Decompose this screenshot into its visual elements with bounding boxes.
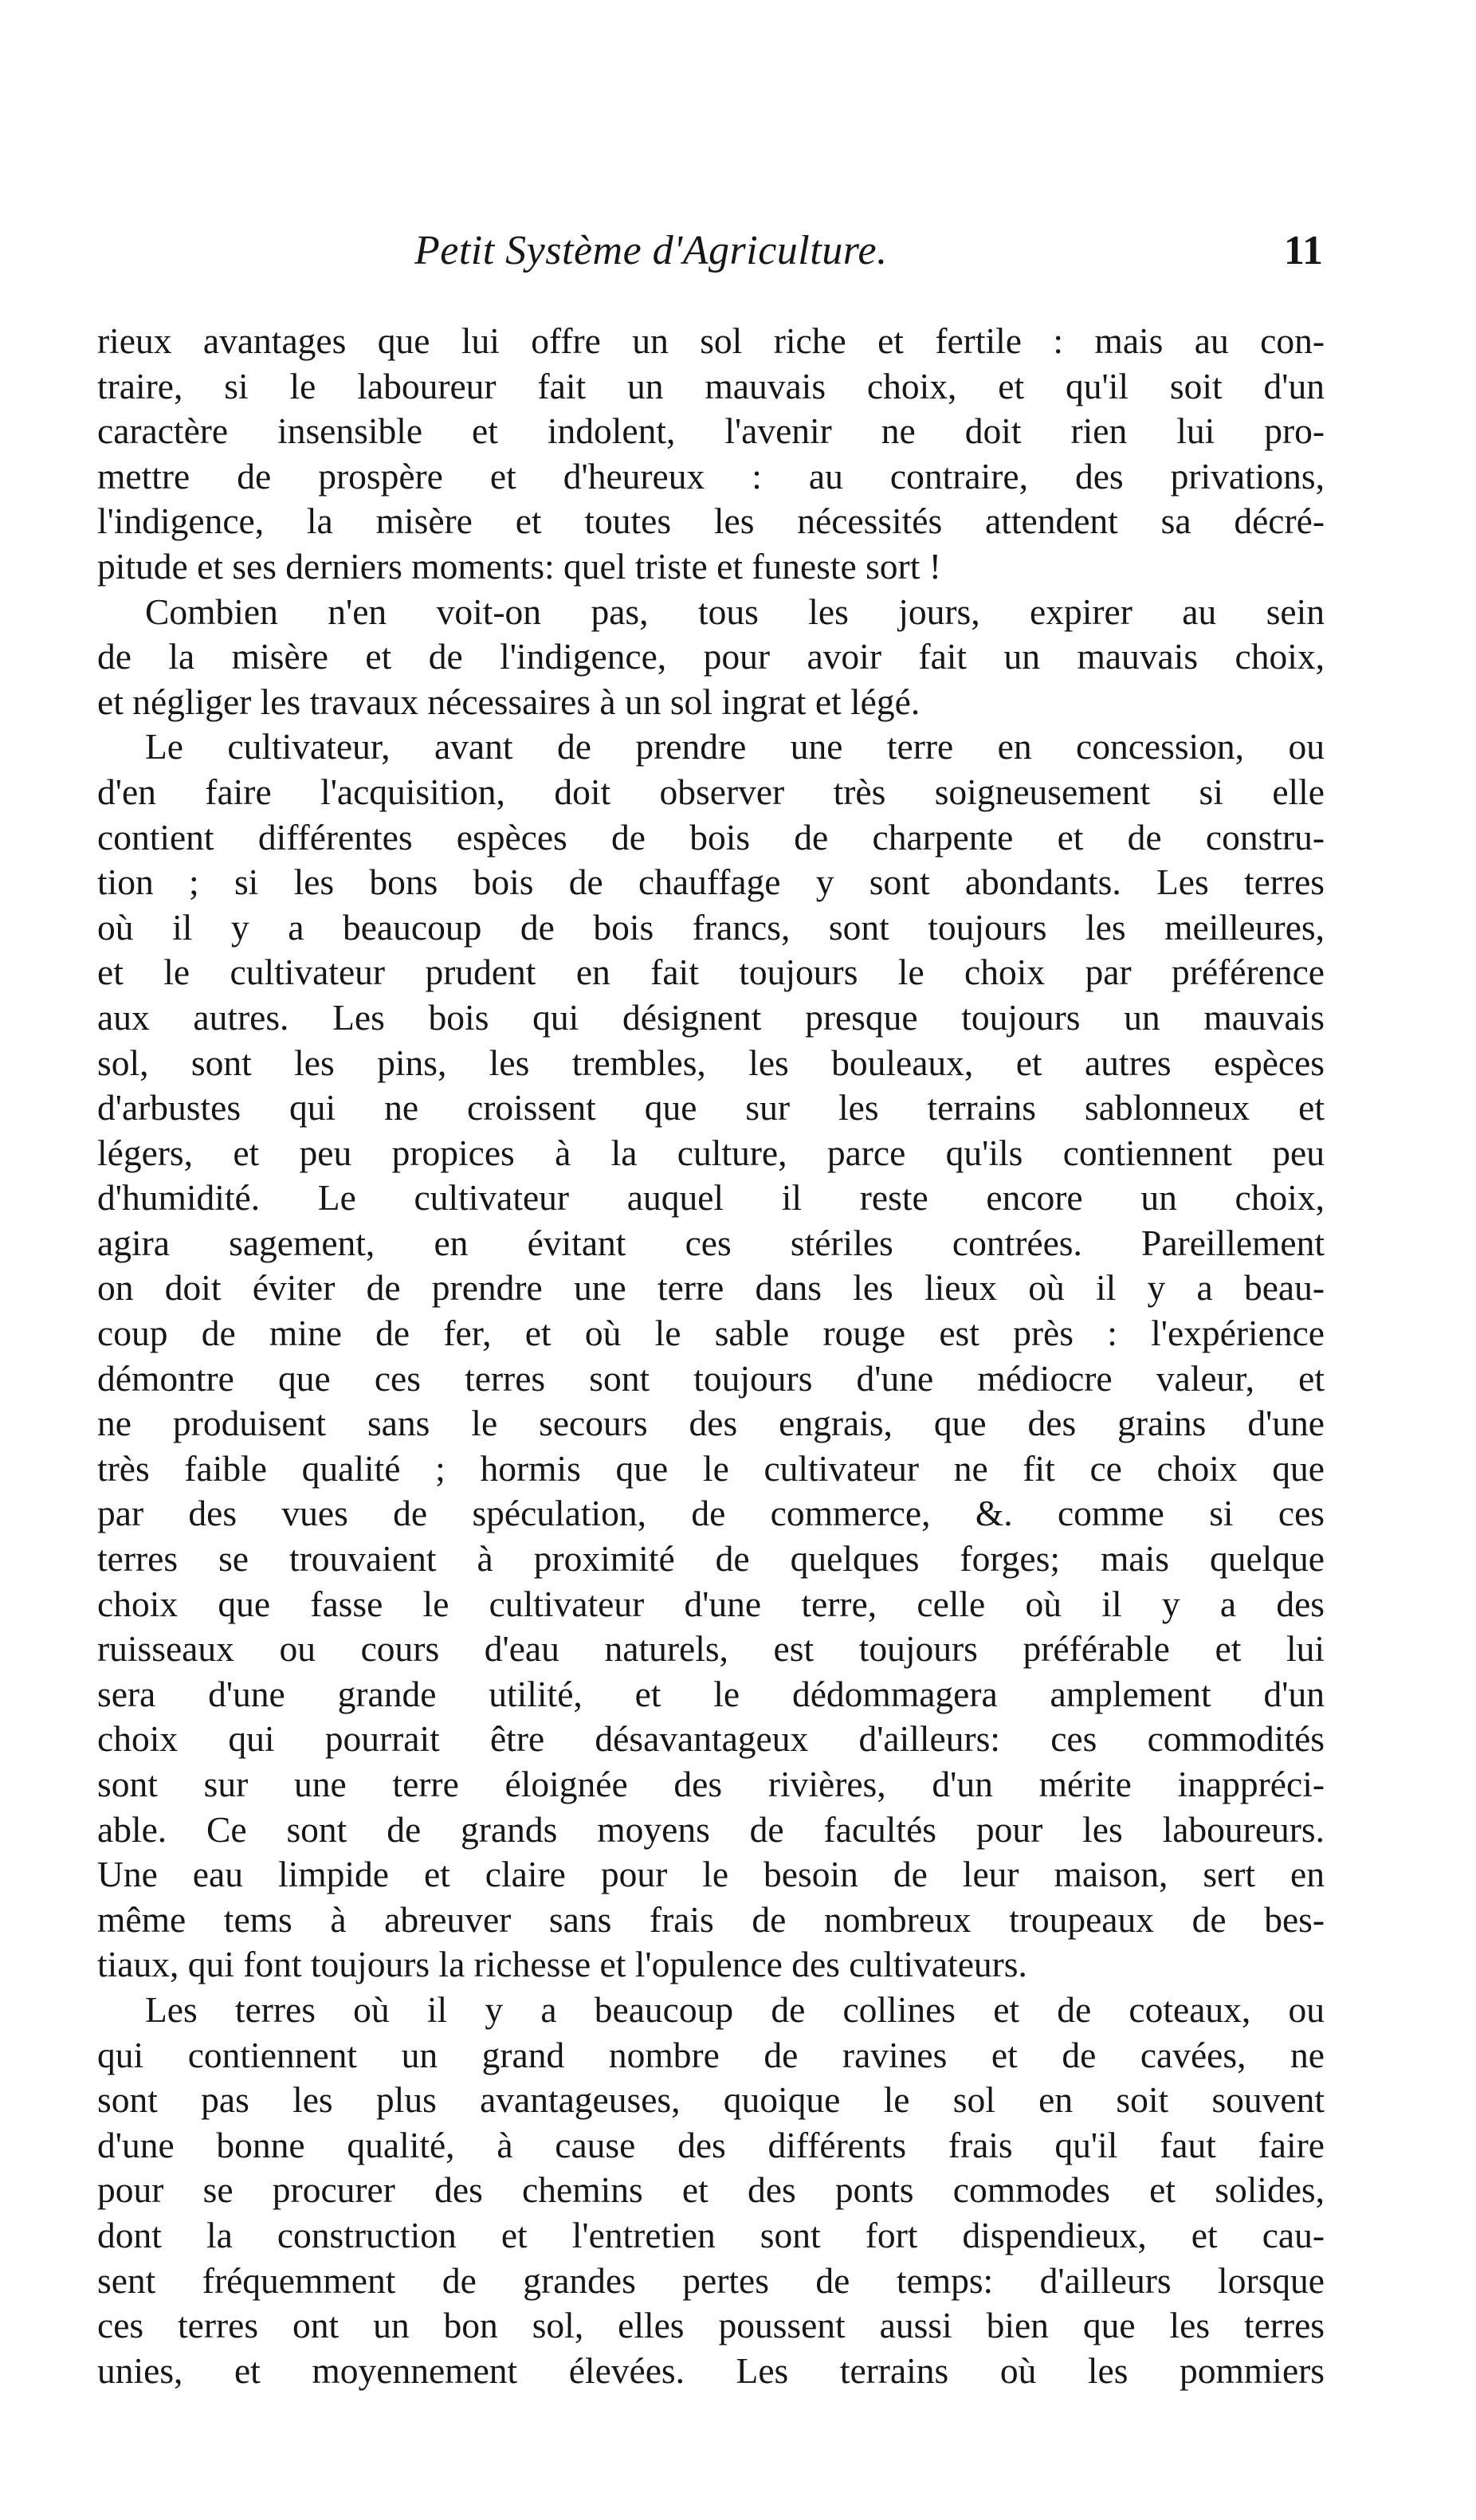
text-line: d'une bonne qualité, à cause des différents frais qu'il faut faire [97, 2124, 1325, 2165]
running-title: Petit Système d'Agriculture. [414, 228, 888, 273]
text-line: de la misère et de l'indigence, pour avoir fait un mauvais choix, [97, 636, 1325, 677]
text-line: pour se procurer des chemins et des ponts commodes et solides, [97, 2169, 1325, 2211]
text-line: dont la construction et l'entretien sont fort dispendieux, et cau- [97, 2214, 1325, 2255]
text-line: ces terres ont un bon sol, elles poussent aussi bien que les terres [97, 2305, 1325, 2346]
text-line: ne produisent sans le secours des engrais, que des grains d'une [97, 1403, 1325, 1444]
text-line: d'humidité. Le cultivateur auquel il reste encore un choix, [97, 1177, 1325, 1219]
text-line: choix que fasse le cultivateur d'une terre, celle où il y a des [97, 1583, 1325, 1624]
page-header [96, 227, 1323, 291]
text-line: sont pas les plus avantageuses, quoique le sol en soit souvent [97, 2079, 1325, 2121]
text-line: traire, si le laboureur fait un mauvais choix, et qu'il soit d'un [97, 365, 1325, 406]
text-line: Combien n'en voit-on pas, tous les jours, expirer au sein [145, 591, 1325, 632]
text-line: rieux avantages que lui offre un sol riche et fertile : mais au con- [97, 320, 1325, 361]
text-line: contient différentes espèces de bois de charpente et de constru- [97, 816, 1325, 858]
text-line: pitude et ses derniers moments: quel triste et funeste sort ! [97, 545, 941, 587]
text-line: ruisseaux ou cours d'eau naturels, est toujours préférable et lui [97, 1628, 1325, 1670]
text-line: choix qui pourrait être désavantageux d'ailleurs: ces commodités [97, 1718, 1325, 1760]
text-line: l'indigence, la misère et toutes les nécessités attendent sa décré- [97, 500, 1325, 542]
body-text [97, 319, 1325, 2393]
text-line: même tems à abreuver sans frais de nombreux troupeaux de bes- [97, 1898, 1325, 1940]
text-line: aux autres. Les bois qui désignent presque toujours un mauvais [97, 996, 1325, 1038]
text-line: on doit éviter de prendre une terre dans les lieux où il y a beau- [97, 1267, 1325, 1309]
text-line: agira sagement, en évitant ces stériles contrées. Pareillement [97, 1222, 1325, 1263]
text-line: d'arbustes qui ne croissent que sur les terrains sablonneux et [97, 1087, 1325, 1129]
text-line: sol, sont les pins, les trembles, les bouleaux, et autres espèces [97, 1042, 1325, 1083]
text-line: d'en faire l'acquisition, doit observer très soigneusement si elle [97, 771, 1325, 812]
text-line: par des vues de spéculation, de commerce, &. comme si ces [97, 1493, 1325, 1534]
text-line: Une eau limpide et claire pour le besoin de leur maison, sert en [97, 1854, 1325, 1895]
text-line: tiaux, qui font toujours la richesse et l'opulence des cultivateurs. [97, 1944, 1027, 1985]
text-line: et négliger les travaux nécessaires à un sol ingrat et légé. [97, 681, 921, 722]
text-line: très faible qualité ; hormis que le cultivateur ne fit ce choix que [97, 1447, 1325, 1489]
text-line: tion ; si les bons bois de chauffage y sont abondants. Les terres [97, 862, 1325, 903]
text-line: mettre de prospère et d'heureux : au contraire, des privations, [97, 455, 1325, 497]
text-line: sont sur une terre éloignée des rivières, d'un mérite inappréci- [97, 1764, 1325, 1804]
text-line: Le cultivateur, avant de prendre une terre en concession, ou [145, 726, 1325, 767]
text-line: Les terres où il y a beaucoup de collines et de coteaux, ou [145, 1988, 1325, 2030]
text-line: légers, et peu propices à la culture, parce qu'ils contiennent peu [97, 1132, 1325, 1173]
text-line: terres se trouvaient à proximité de quelques forges; mais quelque [97, 1538, 1325, 1580]
text-line: démontre que ces terres sont toujours d'une médiocre valeur, et [97, 1357, 1325, 1399]
text-line: où il y a beaucoup de bois francs, sont toujours les meilleures, [97, 906, 1325, 948]
text-line: et le cultivateur prudent en fait toujours le choix par préférence [97, 952, 1325, 993]
page-number: 11 [1283, 228, 1323, 273]
text-line: sent fréquemment de grandes pertes de temps: d'ailleurs lorsque [97, 2259, 1325, 2301]
text-line: able. Ce sont de grands moyens de facultés pour les laboureurs. [97, 1808, 1325, 1850]
text-line: unies, et moyennement élevées. Les terrains où les pommiers [97, 2349, 1325, 2391]
text-line: qui contiennent un grand nombre de ravines et de cavées, ne [97, 2034, 1325, 2075]
text-line: coup de mine de fer, et où le sable rouge est près : l'expérience [97, 1313, 1325, 1354]
text-line: sera d'une grande utilité, et le dédommagera amplement d'un [97, 1673, 1325, 1714]
text-line: caractère insensible et indolent, l'avenir ne doit rien lui pro- [97, 410, 1325, 452]
